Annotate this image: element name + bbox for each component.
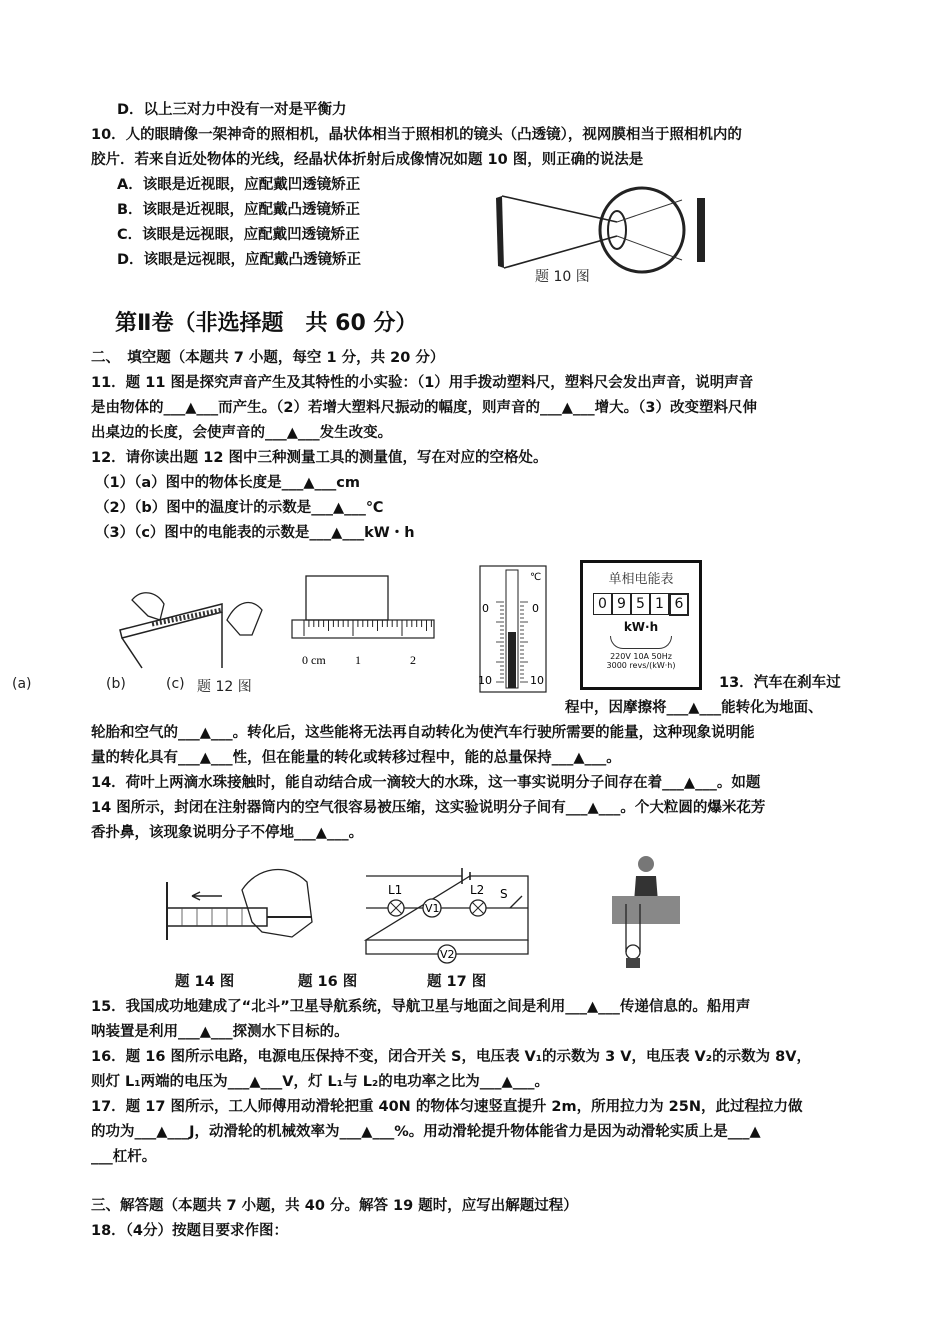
q15-line2: 呐装置是利用___▲___探测水下目标的。 (91, 1024, 349, 1040)
thermo-left-10: 10 (478, 674, 492, 687)
thermo-left-0: 0 (482, 602, 489, 615)
part3-section-heading: 三、解答题（本题共 7 小题，共 40 分。解答 19 题时，应写出解题过程） (91, 1198, 578, 1214)
q16-line2: 则灯 L₁两端的电压为___▲___V，灯 L₁与 L₂的电功率之比为___▲___。 (91, 1074, 549, 1090)
circuit-figure (362, 862, 532, 966)
q10-option-d: D．该眼是远视眼，应配戴凸透镜矫正 (117, 252, 362, 268)
thermo-unit: ℃ (530, 572, 542, 583)
q14-line2: 14 图所示，封闭在注射器筒内的空气很容易被压缩，这实验说明分子间有___▲___。个大粒圆的爆米花芳 (91, 800, 766, 816)
meter-spec-1: 220V 10A 50Hz (610, 652, 672, 661)
ruler-label-1: 1 (355, 653, 361, 667)
q10-option-c: C．该眼是远视眼，应配戴凹透镜矫正 (117, 227, 360, 243)
part2-section-heading: 二、 填空题（本题共 7 小题，每空 1 分，共 20 分） (91, 350, 445, 366)
q10-option-a: A．该眼是近视眼，应配戴凹透镜矫正 (117, 177, 361, 193)
fig-label-b: (b) (106, 676, 126, 692)
q14-line1: 14．荷叶上两滴水珠接触时，能自动结合成一滴较大的水珠，这一事实说明分子间存在着___▲___。如题 (91, 775, 761, 791)
length-ruler-figure (288, 574, 438, 670)
meter-digits (583, 593, 699, 616)
q17-figure-caption: 题 17 图 (427, 974, 487, 990)
label-v1: V1 (425, 902, 440, 915)
q15-line1: 15．我国成功地建成了“北斗”卫星导航系统，导航卫星与地面之间是利用___▲___传递信息的。船用声 (91, 999, 751, 1015)
plastic-ruler-sketch (112, 580, 272, 670)
q9-option-d: D．以上三对力中没有一对是平衡力 (117, 102, 347, 118)
ruler-label-0: 0 cm (302, 653, 326, 667)
q13-line2: 程中，因摩擦将___▲___能转化为地面、 (565, 700, 823, 716)
q12-sub1: （1）（a）图中的物体长度是___▲___cm (95, 475, 360, 491)
q11-line3: 出桌边的长度，会使声音的___▲___发生改变。 (91, 425, 393, 441)
q10-figure-caption: 题 10 图 (535, 269, 590, 285)
q13-line1: 13．汽车在刹车过 (719, 675, 841, 691)
meter-digit: 1 (650, 593, 669, 615)
meter-disc-window (610, 636, 672, 649)
label-l2: L2 (470, 883, 485, 897)
thermo-right-0: 0 (532, 602, 539, 615)
q14-line3: 香扑鼻，该现象说明分子不停地___▲___。 (91, 825, 364, 841)
meter-unit: kW·h (623, 620, 659, 634)
energy-meter-figure (580, 560, 702, 690)
meter-title: 单相电能表 (608, 572, 674, 587)
q16-line1: 16．题 16 图所示电路，电源电压保持不变，闭合开关 S，电压表 V₁的示数为 3 V，电压表 V₂的示数为 8V， (91, 1049, 811, 1065)
meter-digit-decimal: 6 (669, 593, 689, 616)
eye-diagram (492, 186, 714, 276)
q12-sub2: （2）（b）图中的温度计的示数是___▲___℃ (95, 500, 384, 516)
q12-stem: 12．请你读出题 12 图中三种测量工具的测量值，写在对应的空格处。 (91, 450, 548, 466)
pulley-worker-figure (606, 852, 686, 970)
q13-line3: 轮胎和空气的___▲___。转化后，这些能将无法再自动转化为使汽车行驶所需要的能量，这种现象说明能 (91, 725, 755, 741)
q10-stem-line2: 胶片．若来自近处物体的光线，经晶状体折射后成像情况如题 10 图，则正确的说法是 (91, 152, 644, 168)
label-s: S (500, 887, 508, 901)
q12-sub3: （3）（c）图中的电能表的示数是___▲___kW・h (95, 525, 415, 541)
q17-line2: 的功为___▲___J，动滑轮的机械效率为___▲___%。用动滑轮提升物体能省力是因为动滑轮实质上是___▲ (91, 1124, 761, 1140)
part2-title: 第Ⅱ卷（非选择题 共 60 分） (115, 311, 418, 336)
label-v2: V2 (440, 948, 455, 961)
meter-digit: 5 (631, 593, 650, 615)
fig-label-a: (a) (12, 676, 32, 692)
q11-line1: 11．题 11 图是探究声音产生及其特性的小实验：（1）用手拨动塑料尺，塑料尺会发出声音，说明声音 (91, 375, 754, 391)
q16-figure-caption: 题 16 图 (298, 974, 358, 990)
ruler-label-2: 2 (410, 653, 416, 667)
thermo-right-10: 10 (530, 674, 544, 687)
q12-figure-caption: 题 12 图 (197, 679, 252, 695)
q10-option-b: B．该眼是近视眼，应配戴凸透镜矫正 (117, 202, 361, 218)
q17-line1: 17．题 17 图所示，工人师傅用动滑轮把重 40N 的物体匀速竖直提升 2m，所用拉力为 25N，此过程拉力做 (91, 1099, 803, 1115)
meter-spec-2: 3000 revs/(kW·h) (606, 661, 676, 670)
q18-stem: 18．（4分）按题目要求作图： (91, 1223, 289, 1239)
meter-digit: 9 (612, 593, 631, 615)
q14-figure-caption: 题 14 图 (175, 974, 235, 990)
q11-line2: 是由物体的___▲___而产生。（2）若增大塑料尺振动的幅度，则声音的___▲___增大。（3）改变塑料尺伸 (91, 400, 757, 416)
q17-line3: ___杠杆。 (91, 1149, 157, 1165)
meter-digit: 0 (593, 593, 612, 615)
q13-line4: 量的转化具有___▲___性，但在能量的转化或转移过程中，能的总量保持___▲___。 (91, 750, 621, 766)
label-l1: L1 (388, 883, 403, 897)
fig-label-c: (c) (166, 676, 185, 692)
q10-stem-line1: 10．人的眼睛像一架神奇的照相机，晶状体相当于照相机的镜头（凸透镜），视网膜相当于照相机内的 (91, 127, 742, 143)
thermometer-figure (474, 562, 554, 698)
syringe-figure (162, 862, 322, 946)
